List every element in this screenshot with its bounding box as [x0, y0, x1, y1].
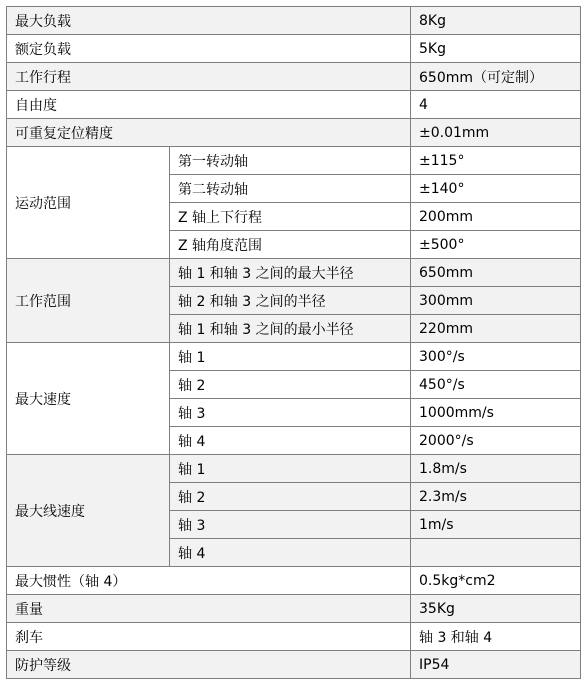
sub-value: 450°/s	[411, 371, 581, 399]
sub-label: 轴 1	[170, 455, 411, 483]
sub-value: 1000mm/s	[411, 399, 581, 427]
sub-label: Z 轴上下行程	[170, 203, 411, 231]
row-value: 0.5kg*cm2	[411, 567, 581, 595]
sub-label: 轴 4	[170, 427, 411, 455]
sub-label: 轴 2 和轴 3 之间的半径	[170, 287, 411, 315]
row-label: 可重复定位精度	[7, 119, 411, 147]
sub-value: ±115°	[411, 147, 581, 175]
sub-label: 轴 1 和轴 3 之间的最小半径	[170, 315, 411, 343]
row-label: 自由度	[7, 91, 411, 119]
group-label-motion-range: 运动范围	[7, 147, 170, 259]
sub-value	[411, 539, 581, 567]
sub-label: Z 轴角度范围	[170, 231, 411, 259]
spec-row-weight	[7, 595, 581, 623]
group-label-max-speed: 最大速度	[7, 343, 170, 455]
spec-row-rated-load	[7, 35, 581, 63]
sub-label: 轴 1	[170, 343, 411, 371]
group-label-working-range: 工作范围	[7, 259, 170, 343]
sub-label: 轴 3	[170, 399, 411, 427]
row-value: 轴 3 和轴 4	[411, 623, 581, 651]
row-label: 最大负载	[7, 7, 411, 35]
spec-row-repeatability	[7, 119, 581, 147]
row-label: 工作行程	[7, 63, 411, 91]
sub-value: 300mm	[411, 287, 581, 315]
row-label: 刹车	[7, 623, 411, 651]
sub-value: ±500°	[411, 231, 581, 259]
row-value: ±0.01mm	[411, 119, 581, 147]
sub-value: 2000°/s	[411, 427, 581, 455]
sub-label: 轴 2	[170, 371, 411, 399]
sub-label: 轴 2	[170, 483, 411, 511]
spec-row-brake	[7, 623, 581, 651]
row-value: 35Kg	[411, 595, 581, 623]
row-label: 重量	[7, 595, 411, 623]
row-label: 额定负载	[7, 35, 411, 63]
spec-table	[6, 6, 581, 679]
sub-value: ±140°	[411, 175, 581, 203]
group-row	[7, 147, 581, 175]
row-label: 最大惯性（轴 4）	[7, 567, 411, 595]
row-label: 防护等级	[7, 651, 411, 679]
spec-row-dof	[7, 91, 581, 119]
group-row	[7, 343, 581, 371]
row-value: 4	[411, 91, 581, 119]
spec-row-max-inertia	[7, 567, 581, 595]
spec-row-stroke	[7, 63, 581, 91]
sub-label: 轴 1 和轴 3 之间的最大半径	[170, 259, 411, 287]
sub-value: 2.3m/s	[411, 483, 581, 511]
group-label-max-linear-speed: 最大线速度	[7, 455, 170, 567]
spec-row-protection	[7, 651, 581, 679]
sub-value: 1.8m/s	[411, 455, 581, 483]
sub-label: 第二转动轴	[170, 175, 411, 203]
row-value: 5Kg	[411, 35, 581, 63]
spec-row-max-load	[7, 7, 581, 35]
row-value: 650mm（可定制）	[411, 63, 581, 91]
sub-label: 轴 4	[170, 539, 411, 567]
sub-value: 650mm	[411, 259, 581, 287]
sub-value: 200mm	[411, 203, 581, 231]
row-value: IP54	[411, 651, 581, 679]
sub-label: 轴 3	[170, 511, 411, 539]
group-row	[7, 455, 581, 483]
sub-label: 第一转动轴	[170, 147, 411, 175]
sub-value: 220mm	[411, 315, 581, 343]
group-row	[7, 259, 581, 287]
sub-value: 1m/s	[411, 511, 581, 539]
row-value: 8Kg	[411, 7, 581, 35]
sub-value: 300°/s	[411, 343, 581, 371]
